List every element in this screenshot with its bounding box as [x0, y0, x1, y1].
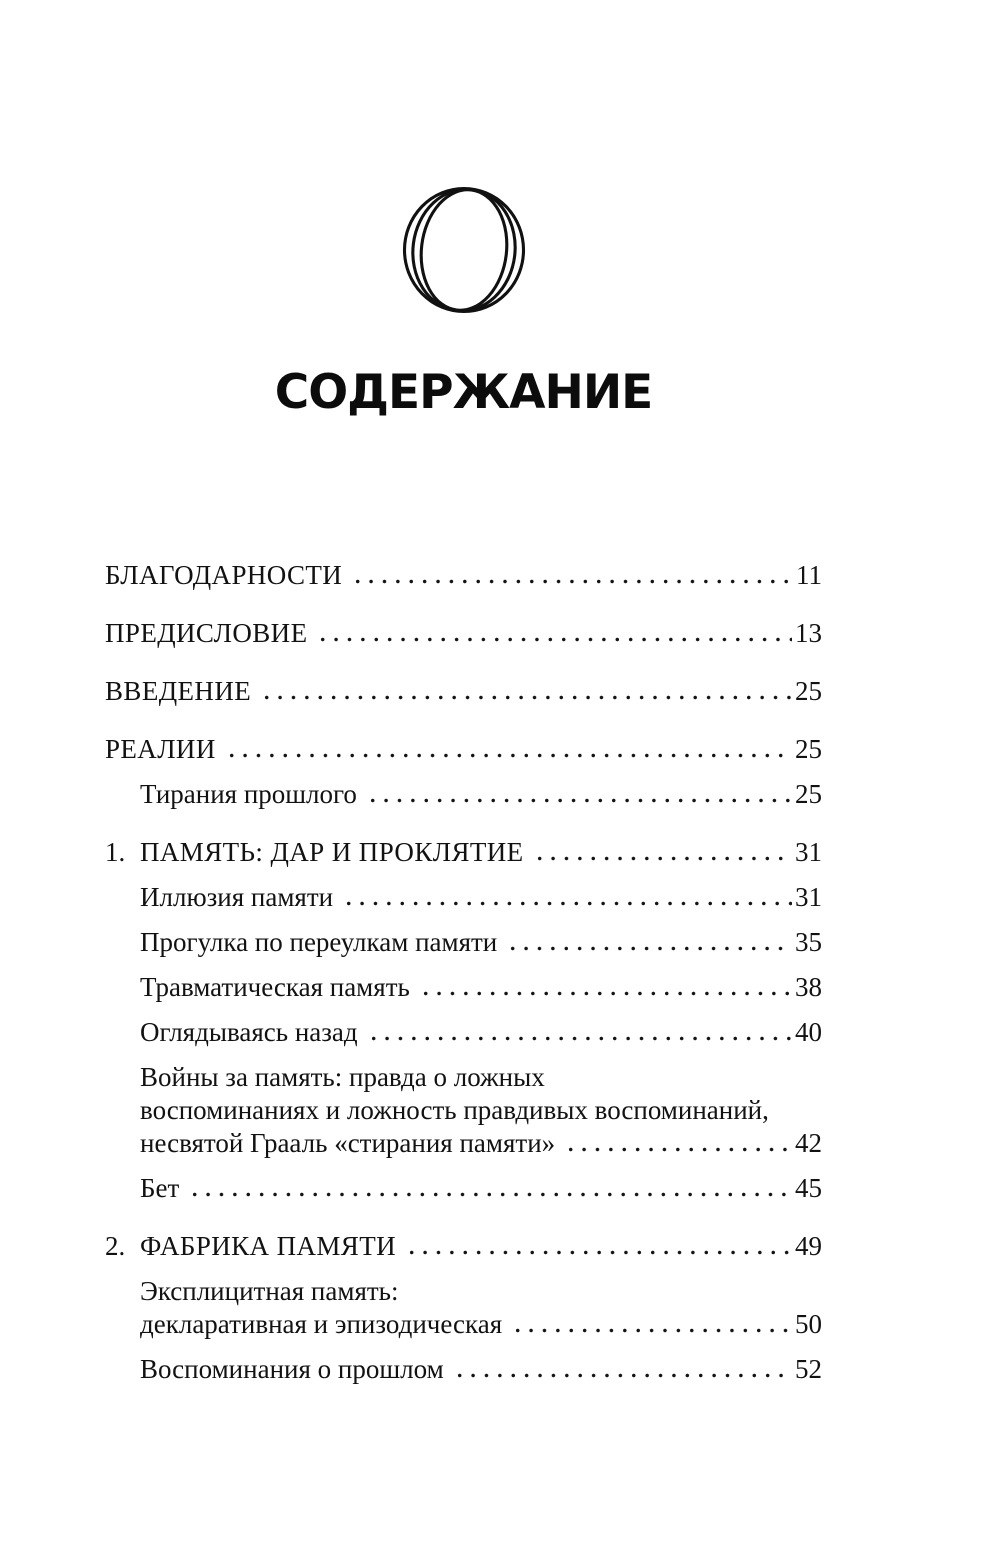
- toc-entry-body: [140, 836, 822, 869]
- page-number: 31: [795, 837, 822, 867]
- dot-leader: [366, 784, 792, 803]
- toc-entry-label: Оглядываясь назад: [140, 1017, 358, 1047]
- toc-entry-line: [105, 733, 822, 766]
- toc-entry-body: [140, 1016, 822, 1049]
- dot-leader: [316, 623, 792, 642]
- page-number: 38: [795, 972, 822, 1002]
- page-number: 25: [795, 734, 822, 764]
- toc-entry-body: [140, 1275, 822, 1341]
- toc-entry-label: Воспоминания о прошлом: [140, 1354, 444, 1384]
- toc-entry: [105, 733, 822, 766]
- toc-entry: [105, 675, 822, 708]
- chapter-number: 2.: [105, 1231, 126, 1261]
- toc-entry-line: [140, 926, 822, 959]
- logo-area: [105, 0, 822, 319]
- page-number: 25: [795, 779, 822, 809]
- dot-leader: [260, 681, 792, 700]
- page-number: 13: [795, 618, 822, 648]
- toc-entry-label: Прогулка по переулкам памяти: [140, 927, 498, 957]
- toc-entry-label: ПРЕДИСЛОВИЕ: [105, 618, 308, 648]
- toc-entry-line: [140, 1016, 822, 1049]
- page-title: СОДЕРЖАНИЕ: [274, 365, 653, 420]
- toc-entry-body: [140, 1172, 822, 1205]
- toc-entry: [105, 1016, 822, 1049]
- toc-entry-body: [140, 881, 822, 914]
- toc-entry-body: [140, 1230, 822, 1263]
- dot-leader: [419, 977, 792, 996]
- page-number: 25: [795, 676, 822, 706]
- page-number: 40: [795, 1017, 822, 1047]
- toc-entry: [105, 926, 822, 959]
- toc-entry-line: [105, 675, 822, 708]
- table-of-contents: [105, 559, 822, 1386]
- dot-leader: [506, 932, 792, 951]
- toc-entry-label: ВВЕДЕНИЕ: [105, 676, 252, 706]
- content-column: [105, 0, 822, 1386]
- toc-entry-line: [105, 559, 822, 592]
- toc-entry: [105, 778, 822, 811]
- dot-leader: [225, 739, 792, 758]
- page-number: 52: [795, 1354, 822, 1384]
- toc-entry: [105, 1353, 822, 1386]
- toc-entry: [105, 836, 822, 869]
- publisher-sphere-o-logo-icon: [402, 186, 526, 314]
- dot-leader: [453, 1359, 792, 1378]
- toc-entry-line: [140, 1275, 822, 1308]
- toc-entry: [105, 617, 822, 650]
- toc-entry-body: [105, 675, 822, 708]
- toc-entry-line: [140, 1061, 822, 1094]
- toc-entry-line: [140, 1094, 822, 1127]
- toc-entry-line: [140, 778, 822, 811]
- page-number: 45: [795, 1173, 822, 1203]
- toc-entry: [105, 1275, 822, 1341]
- toc-entry-body: [105, 559, 822, 592]
- toc-entry: [105, 1172, 822, 1205]
- toc-entry-body: [140, 778, 822, 811]
- dot-leader: [351, 565, 793, 584]
- toc-entry-label: воспоминаниях и ложность правдивых воспоминаний,: [140, 1095, 769, 1125]
- toc-entry-body: [140, 1353, 822, 1386]
- toc-entry-line: [140, 1308, 822, 1341]
- toc-entry-label: Эксплицитная память:: [140, 1276, 399, 1306]
- toc-entry-label: Иллюзия памяти: [140, 882, 334, 912]
- page-number: 50: [795, 1309, 822, 1339]
- toc-entry: [105, 559, 822, 592]
- toc-entry-label: ФАБРИКА ПАМЯТИ: [140, 1231, 397, 1261]
- toc-entry-label: Бет: [140, 1173, 180, 1203]
- toc-entry: [105, 881, 822, 914]
- toc-entry-line: [140, 836, 822, 869]
- dot-leader: [564, 1133, 792, 1152]
- toc-entry-body: [105, 617, 822, 650]
- toc-entry-label: БЛАГОДАРНОСТИ: [105, 560, 343, 590]
- page-number: 49: [795, 1231, 822, 1261]
- page-number: 11: [796, 560, 822, 590]
- toc-entry-line: [140, 971, 822, 1004]
- dot-leader: [405, 1236, 792, 1255]
- toc-entry-line: [140, 1353, 822, 1386]
- toc-entry-line: [140, 1172, 822, 1205]
- dot-leader: [342, 887, 792, 906]
- toc-entry-label: Травматическая память: [140, 972, 410, 1002]
- toc-entry-label: декларативная и эпизодическая: [140, 1309, 503, 1339]
- dot-leader: [367, 1022, 792, 1041]
- toc-entry-body: [140, 1061, 822, 1160]
- toc-entry-label: Тирания прошлого: [140, 779, 357, 809]
- page-number: 35: [795, 927, 822, 957]
- page-number: 31: [795, 882, 822, 912]
- dot-leader: [533, 842, 792, 861]
- toc-entry-label: ПАМЯТЬ: ДАР И ПРОКЛЯТИЕ: [140, 837, 524, 867]
- chapter-number: 1.: [105, 837, 126, 867]
- toc-entry-line: [140, 881, 822, 914]
- toc-entry: [105, 1061, 822, 1160]
- toc-entry-line: [105, 617, 822, 650]
- toc-entry-body: [105, 733, 822, 766]
- toc-entry-label: РЕАЛИИ: [105, 734, 216, 764]
- toc-entry-line: [140, 1230, 822, 1263]
- toc-entry: [105, 971, 822, 1004]
- toc-entry: [105, 1230, 822, 1263]
- toc-entry-line: [140, 1127, 822, 1160]
- toc-entry-label: Войны за память: правда о ложных: [140, 1062, 545, 1092]
- toc-entry-body: [140, 926, 822, 959]
- page-number: 42: [795, 1128, 822, 1158]
- toc-entry-label: несвятой Грааль «стирания памяти»: [140, 1128, 556, 1158]
- dot-leader: [188, 1178, 792, 1197]
- toc-entry-body: [140, 971, 822, 1004]
- dot-leader: [511, 1314, 792, 1333]
